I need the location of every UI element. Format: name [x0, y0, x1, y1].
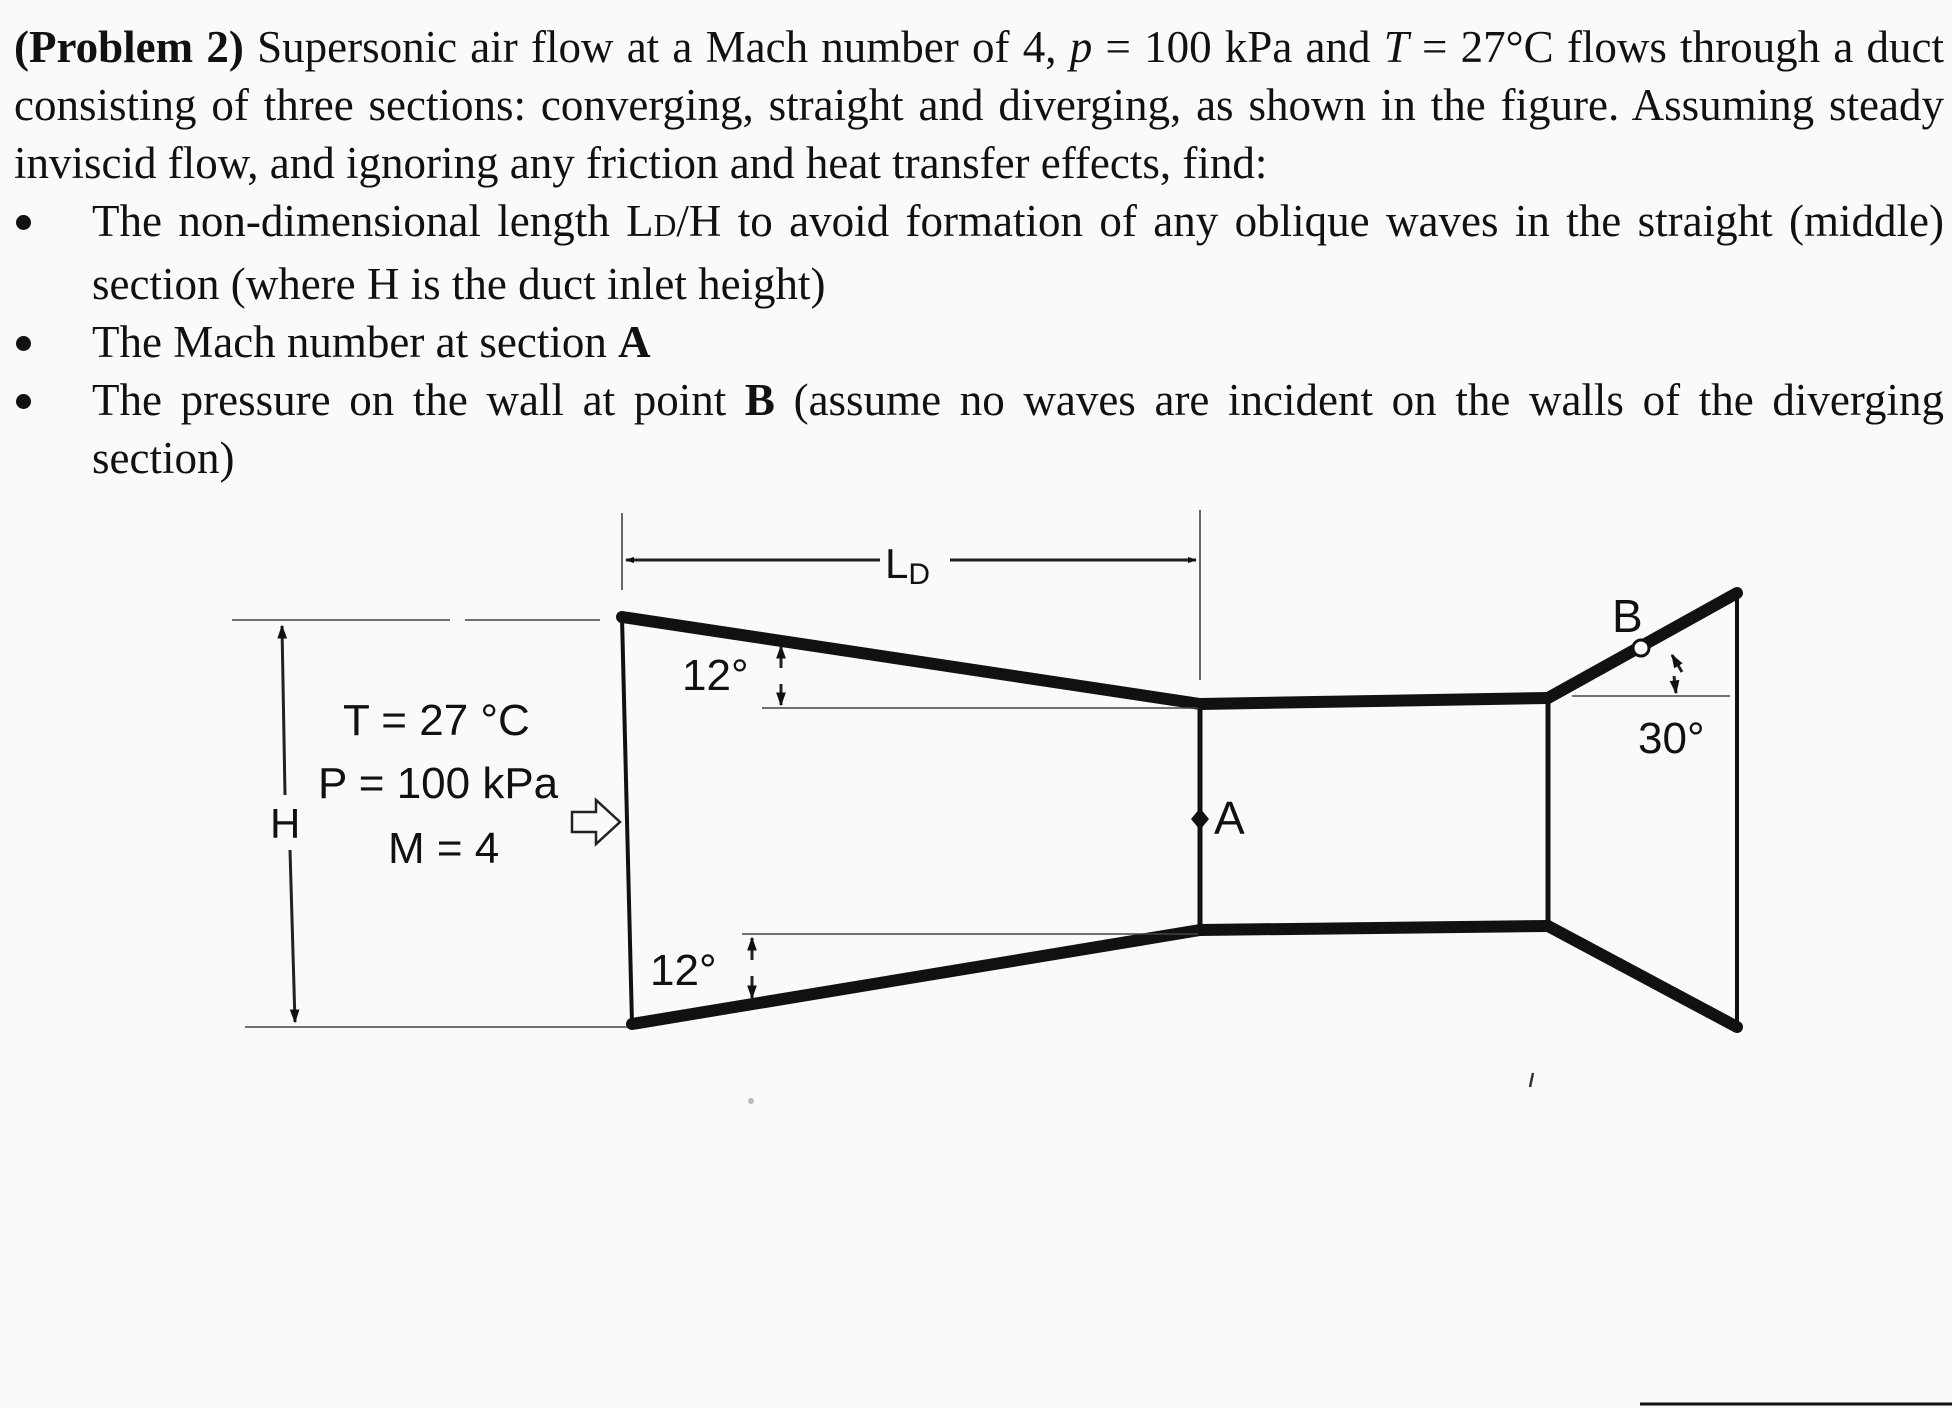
pressure-symbol: p: [1069, 22, 1093, 72]
ld-label: LD: [885, 540, 931, 591]
q1-text-a: The non-dimensional length L: [92, 196, 654, 246]
q1-text-b: /H to avoid formation of any oblique waves in the straight (middle) section (where H is the duct inlet height): [92, 196, 1944, 309]
h-label: H: [270, 800, 301, 847]
point-b-label: B: [1612, 590, 1643, 642]
inlet-pressure: P = 100 kPa: [318, 759, 559, 808]
inlet-section-line: [622, 617, 632, 1024]
point-a-marker: [1191, 808, 1209, 830]
straight-top-wall: [1200, 698, 1548, 704]
scan-speck: [748, 1098, 754, 1104]
q2-bold: A: [618, 317, 651, 367]
h-arrow-bottom: [290, 850, 295, 1022]
pressure-equation: = 100 kPa and: [1092, 22, 1384, 72]
intro-text-a: Supersonic air flow at a Mach number of 4,: [257, 22, 1070, 72]
q2-text: The Mach number at section: [92, 317, 619, 367]
q1-subscript: D: [653, 208, 677, 243]
q3-text-a: The pressure on the wall at point: [92, 375, 745, 425]
angle-top-label: 12°: [682, 651, 749, 700]
angle-div-label: 30°: [1638, 714, 1705, 763]
diverging-bottom-wall: [1548, 926, 1737, 1027]
straight-bottom-wall: [1200, 926, 1548, 930]
q3-bold: B: [744, 375, 775, 425]
angle-div-arrow-up: [1672, 655, 1682, 672]
q3-text-b: (assume no waves are incident on the walls of the diverging section): [92, 375, 1945, 483]
section-lines: [622, 593, 1737, 1027]
temperature-symbol: T: [1383, 22, 1409, 72]
point-b-marker: [1633, 640, 1649, 656]
angle-div-arrow-down: [1674, 676, 1676, 693]
inlet-mach: M = 4: [388, 824, 500, 873]
point-a-label: A: [1214, 792, 1245, 844]
angle-top-annotation: [682, 646, 1198, 708]
duct-walls: [622, 593, 1737, 1027]
h-arrow-top: [282, 626, 285, 795]
temperature-equation: = 27°C flows through a duct consisting of three sections: converging, straight and diverging, as shown in the figure. Assuming steady inviscid flow, and ignoring any friction and heat transfer effects, find:: [14, 22, 1945, 188]
flow-direction-arrow-icon: [572, 800, 620, 844]
converging-bottom-wall: [632, 930, 1200, 1024]
inlet-temperature: T = 27 °C: [343, 696, 530, 745]
problem-label: (Problem 2): [14, 22, 244, 72]
angle-bottom-label: 12°: [650, 946, 717, 995]
scan-mark: [1530, 1073, 1533, 1087]
